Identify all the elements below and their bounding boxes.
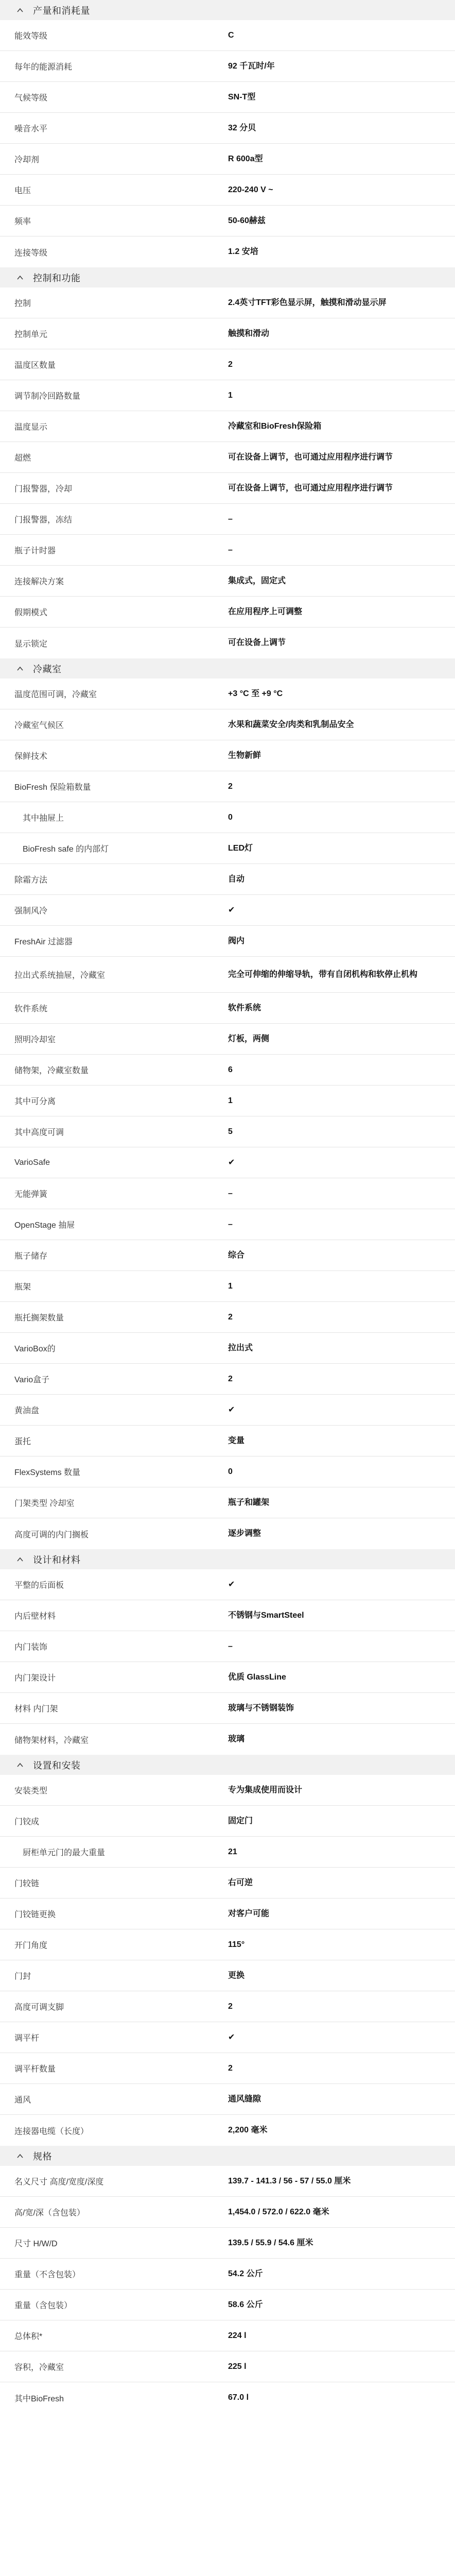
- spec-label: 瓶托搁架数量: [14, 1314, 64, 1323]
- spec-section: [0, 2146, 455, 2413]
- spec-label: 门架类型 冷却室: [14, 1499, 75, 1508]
- spec-value: 可在设备上调节，也可通过应用程序进行调节: [228, 483, 393, 493]
- spec-row: [0, 1271, 455, 1302]
- spec-value: 1,454.0 / 572.0 / 622.0 毫米: [228, 2207, 329, 2216]
- chevron-up-icon[interactable]: [14, 1759, 26, 1771]
- spec-label: 频率: [14, 217, 31, 226]
- spec-label: 强制风冷: [14, 907, 48, 916]
- spec-row: [0, 1991, 455, 2022]
- spec-row: [0, 1178, 455, 1209]
- spec-value: 软件系统: [228, 1003, 261, 1012]
- spec-row: [0, 2084, 455, 2115]
- spec-row: [0, 1209, 455, 1240]
- spec-label: 门报警器，冻结: [14, 516, 73, 524]
- spec-value: 2: [228, 1312, 233, 1321]
- spec-row: [0, 380, 455, 411]
- spec-value: 触摸和滑动: [228, 329, 270, 338]
- spec-value: –: [228, 1641, 233, 1651]
- spec-value: 专为集成使用而设计: [228, 1785, 303, 1794]
- spec-label: 重量（不含包装）: [14, 2270, 81, 2279]
- spec-row: [0, 628, 455, 658]
- spec-value: 生物新鲜: [228, 751, 261, 760]
- spec-label: 开门角度: [14, 1941, 48, 1950]
- spec-label: BioFresh 保险箱数量: [14, 783, 91, 792]
- spec-row: [0, 1775, 455, 1806]
- spec-row: [0, 535, 455, 566]
- spec-value: 220-240 V ~: [228, 185, 273, 194]
- spec-value: 1.2 安培: [228, 247, 258, 256]
- spec-row: [0, 2115, 455, 2146]
- section-header[interactable]: [0, 267, 455, 287]
- spec-value: –: [228, 514, 233, 523]
- spec-row: [0, 1395, 455, 1426]
- spec-value: 玻璃: [228, 1735, 245, 1743]
- section-header[interactable]: [0, 658, 455, 679]
- spec-label: 瓶子储存: [14, 1252, 48, 1261]
- spec-row: [0, 144, 455, 175]
- spec-row: [0, 2053, 455, 2084]
- spec-value: 灯板，两侧: [228, 1034, 270, 1043]
- spec-label: 储物架材料，冷藏室: [14, 1736, 89, 1745]
- chevron-up-icon[interactable]: [14, 272, 26, 283]
- section-title: 冷藏室: [33, 664, 62, 674]
- section-header[interactable]: [0, 1755, 455, 1775]
- spec-row: [0, 1724, 455, 1755]
- spec-value: 225 l: [228, 2362, 247, 2371]
- spec-label: 温度范围可调，冷藏室: [14, 690, 97, 699]
- spec-section: [0, 0, 455, 267]
- spec-label: 黄油盘: [14, 1406, 40, 1415]
- spec-row: [0, 1693, 455, 1724]
- spec-label: 假期模式: [14, 608, 48, 617]
- spec-row: [0, 771, 455, 802]
- spec-row: [0, 1055, 455, 1086]
- spec-label: FreshAir 过滤器: [14, 938, 73, 946]
- spec-label: 材料 内门架: [14, 1705, 58, 1714]
- spec-label: 高/宽/深（含包装）: [14, 2209, 85, 2217]
- spec-label: 其中BioFresh: [14, 2394, 64, 2403]
- spec-row: [0, 473, 455, 504]
- spec-row: [0, 1024, 455, 1055]
- spec-row: [0, 442, 455, 473]
- spec-row: [0, 1899, 455, 1929]
- spec-value: 优质 GlassLine: [228, 1672, 286, 1682]
- spec-value: C: [228, 30, 234, 40]
- spec-label: 电压: [14, 187, 31, 195]
- spec-value: R 600a型: [228, 154, 263, 163]
- spec-value: 1: [228, 391, 233, 400]
- spec-row: [0, 2259, 455, 2290]
- spec-list: [0, 2166, 455, 2413]
- spec-row: [0, 1086, 455, 1116]
- spec-label: 平整的后面板: [14, 1581, 64, 1590]
- spec-label: 控制: [14, 299, 31, 308]
- spec-row: [0, 206, 455, 236]
- spec-value: 224 l: [228, 2331, 247, 2340]
- spec-value: ✔: [228, 2032, 235, 2042]
- spec-value: 0: [228, 812, 233, 822]
- spec-value: 在应用程序上可调整: [228, 607, 303, 616]
- spec-label: 无能弹簧: [14, 1190, 48, 1199]
- spec-row: [0, 2351, 455, 2382]
- spec-row: [0, 51, 455, 82]
- spec-row: [0, 1426, 455, 1456]
- spec-row: [0, 2228, 455, 2259]
- spec-label: 噪音水平: [14, 125, 48, 133]
- spec-row: [0, 1662, 455, 1693]
- spec-value: 0: [228, 1467, 233, 1476]
- spec-row: [0, 1147, 455, 1178]
- spec-label: 每年的能源消耗: [14, 63, 73, 72]
- spec-row: [0, 1600, 455, 1631]
- spec-value: 2: [228, 2002, 233, 2011]
- spec-label: 高度可调的内门搁板: [14, 1530, 89, 1539]
- spec-value: 139.7 - 141.3 / 56 - 57 / 55.0 厘米: [228, 2176, 351, 2185]
- spec-row: [0, 411, 455, 442]
- spec-row: [0, 1116, 455, 1147]
- spec-label: 除霜方法: [14, 876, 48, 885]
- spec-label: 安装类型: [14, 1787, 48, 1795]
- spec-value: –: [228, 1189, 233, 1198]
- spec-row: [0, 20, 455, 51]
- spec-value: 水果和蔬菜安全/肉类和乳制品安全: [228, 720, 354, 729]
- spec-value: 变量: [228, 1436, 245, 1445]
- spec-row: [0, 1333, 455, 1364]
- spec-value: 可在设备上调节，也可通过应用程序进行调节: [228, 452, 393, 462]
- spec-value: 固定门: [228, 1816, 253, 1825]
- spec-label: 能效等级: [14, 32, 48, 41]
- spec-list: [0, 679, 455, 1549]
- spec-row: [0, 1868, 455, 1899]
- spec-value: 32 分贝: [228, 123, 256, 132]
- section-title: 控制和功能: [33, 273, 81, 283]
- chevron-up-icon[interactable]: [14, 663, 26, 674]
- spec-row: [0, 287, 455, 318]
- spec-label: FlexSystems 数量: [14, 1468, 81, 1477]
- section-title: 设置和安装: [33, 1760, 81, 1771]
- spec-row: [0, 1569, 455, 1600]
- spec-value: 2: [228, 782, 233, 791]
- spec-label: 瓶架: [14, 1283, 31, 1292]
- section-title: 规格: [33, 2151, 52, 2162]
- spec-value: 阀内: [228, 936, 245, 945]
- spec-row: [0, 740, 455, 771]
- spec-value: 冷藏室和BioFresh保险箱: [228, 421, 322, 431]
- spec-value: +3 °C 至 +9 °C: [228, 689, 283, 698]
- spec-label: 通风: [14, 2096, 31, 2105]
- spec-label: 温度显示: [14, 423, 48, 432]
- spec-label: 拉出式系统抽屉，冷藏室: [14, 971, 106, 980]
- spec-label: 气候等级: [14, 94, 48, 103]
- spec-row: [0, 82, 455, 113]
- spec-value: 瓶子和罐架: [228, 1498, 270, 1507]
- spec-value: ✔: [228, 1580, 235, 1589]
- spec-row: [0, 1518, 455, 1549]
- spec-row: [0, 2320, 455, 2351]
- spec-value: 更换: [228, 1971, 245, 1980]
- spec-value: 139.5 / 55.9 / 54.6 厘米: [228, 2238, 313, 2247]
- spec-label: 冷却剂: [14, 156, 40, 164]
- spec-row: [0, 2290, 455, 2320]
- spec-section: [0, 1549, 455, 1755]
- spec-label: 门较链: [14, 1879, 40, 1888]
- spec-row: [0, 504, 455, 535]
- spec-row: [0, 566, 455, 597]
- spec-value: ✔: [228, 1158, 235, 1167]
- spec-value: 右可逆: [228, 1878, 253, 1887]
- spec-label: 连接等级: [14, 248, 48, 258]
- spec-row: [0, 1806, 455, 1837]
- spec-value: 可在设备上调节: [228, 638, 286, 647]
- spec-label: 冷藏室气候区: [14, 721, 64, 730]
- spec-label: 尺寸 H/W/D: [14, 2240, 58, 2248]
- spec-label: VarioBox的: [14, 1345, 56, 1353]
- spec-row: [0, 1929, 455, 1960]
- section-header[interactable]: [0, 1549, 455, 1569]
- chevron-up-icon[interactable]: [14, 1554, 26, 1565]
- spec-value: 1: [228, 1281, 233, 1291]
- spec-list: [0, 1775, 455, 2146]
- spec-row: [0, 864, 455, 895]
- spec-row: [0, 709, 455, 740]
- spec-section: [0, 267, 455, 658]
- spec-label: 内后壁材料: [14, 1612, 56, 1621]
- spec-value: 58.6 公斤: [228, 2300, 263, 2309]
- spec-label: 调平杆: [14, 2034, 40, 2043]
- section-header[interactable]: [0, 2146, 455, 2166]
- section-title: 设计和材料: [33, 1554, 81, 1565]
- spec-value: 5: [228, 1127, 233, 1136]
- spec-row: [0, 957, 455, 993]
- spec-label: 门铰链更换: [14, 1910, 56, 1919]
- spec-value: 玻璃与不锈钢装饰: [228, 1703, 294, 1713]
- spec-value: 综合: [228, 1250, 245, 1260]
- spec-value: 21: [228, 1847, 237, 1856]
- spec-label: 门报警器，冷却: [14, 485, 73, 494]
- spec-label: 总体积*: [14, 2332, 43, 2341]
- spec-row: [0, 175, 455, 206]
- spec-label: 连接器电缆（长度）: [14, 2127, 89, 2136]
- spec-label: OpenStage 抽屉: [14, 1221, 75, 1230]
- spec-value: 2.4英寸TFT彩色显示屏，触摸和滑动显示屏: [228, 298, 387, 307]
- spec-row: [0, 1631, 455, 1662]
- spec-label: 其中可分离: [14, 1097, 56, 1106]
- spec-label: 软件系统: [14, 1005, 48, 1013]
- spec-row: [0, 236, 455, 267]
- spec-label: 厨柜单元门的最大重量: [23, 1849, 106, 1857]
- spec-label: 瓶子计时器: [14, 547, 56, 555]
- spec-row: [0, 833, 455, 864]
- spec-label: 门铰成: [14, 1818, 40, 1826]
- spec-label: 其中高度可调: [14, 1128, 64, 1137]
- spec-row: [0, 2166, 455, 2197]
- spec-label: 连接解决方案: [14, 578, 64, 586]
- spec-label: 容积，冷藏室: [14, 2363, 64, 2372]
- spec-list: [0, 1569, 455, 1755]
- spec-value: 对客户可能: [228, 1909, 270, 1918]
- spec-row: [0, 1960, 455, 1991]
- spec-value: ✔: [228, 905, 235, 914]
- spec-row: [0, 318, 455, 349]
- spec-label: 蛋托: [14, 1437, 31, 1446]
- section-title: 产量和消耗量: [33, 5, 90, 16]
- chevron-up-icon[interactable]: [14, 5, 26, 16]
- spec-value: 54.2 公斤: [228, 2269, 263, 2278]
- spec-label: VarioSafe: [14, 1158, 50, 1167]
- spec-row: [0, 1302, 455, 1333]
- spec-row: [0, 1456, 455, 1487]
- spec-value: 不锈钢与SmartSteel: [228, 1611, 304, 1620]
- spec-list: [0, 20, 455, 267]
- spec-label: 门封: [14, 1972, 31, 1981]
- spec-value: 6: [228, 1065, 233, 1074]
- spec-value: 1: [228, 1096, 233, 1105]
- spec-label: 显示锁定: [14, 639, 48, 649]
- spec-label: 调节制冷回路数量: [14, 392, 81, 401]
- spec-row: [0, 1837, 455, 1868]
- spec-section: [0, 1755, 455, 2146]
- spec-label: 储物架，冷藏室数量: [14, 1066, 89, 1075]
- spec-value: 2: [228, 1374, 233, 1383]
- spec-row: [0, 2382, 455, 2413]
- spec-value: 集成式，固定式: [228, 576, 286, 585]
- spec-value: –: [228, 1219, 233, 1229]
- spec-value: 拉出式: [228, 1343, 253, 1352]
- spec-row: [0, 802, 455, 833]
- spec-value: LED灯: [228, 843, 253, 853]
- spec-value: 完全可伸缩的伸缩导轨，带有自闭机构和软停止机构: [228, 970, 418, 979]
- spec-list: [0, 287, 455, 658]
- spec-row: [0, 349, 455, 380]
- spec-row: [0, 895, 455, 926]
- spec-row: [0, 926, 455, 957]
- spec-label: BioFresh safe 的内部灯: [23, 845, 109, 854]
- spec-value: ✔: [228, 1405, 235, 1414]
- spec-value: 2: [228, 2063, 233, 2073]
- spec-label: 保鲜技术: [14, 752, 48, 761]
- chevron-up-icon[interactable]: [14, 2150, 26, 2162]
- spec-row: [0, 1240, 455, 1271]
- spec-value: 50-60赫兹: [228, 216, 266, 225]
- spec-section: [0, 658, 455, 1549]
- spec-label: 内门装饰: [14, 1643, 48, 1652]
- spec-label: 其中抽屉上: [23, 814, 64, 823]
- section-header[interactable]: [0, 0, 455, 20]
- spec-value: SN-T型: [228, 92, 256, 101]
- spec-value: 通风缝隙: [228, 2094, 261, 2104]
- spec-label: 调平杆数量: [14, 2065, 56, 2074]
- spec-value: 92 千瓦时/年: [228, 61, 275, 71]
- spec-value: 2: [228, 360, 233, 369]
- spec-value: 67.0 l: [228, 2393, 249, 2402]
- spec-row: [0, 1364, 455, 1395]
- spec-row: [0, 679, 455, 709]
- spec-value: 2,200 毫米: [228, 2126, 268, 2134]
- spec-label: 名义尺寸 高度/宽度/深度: [14, 2178, 104, 2187]
- spec-label: 超燃: [14, 454, 31, 463]
- spec-label: 温度区数量: [14, 361, 56, 370]
- spec-row: [0, 597, 455, 628]
- spec-label: 重量（含包装）: [14, 2301, 73, 2310]
- spec-value: 115°: [228, 1940, 245, 1949]
- spec-label: Vario盒子: [14, 1376, 50, 1384]
- spec-value: –: [228, 545, 233, 554]
- spec-row: [0, 113, 455, 144]
- spec-label: 高度可调支脚: [14, 2003, 64, 2012]
- spec-value: 自动: [228, 874, 245, 884]
- spec-label: 照明冷却室: [14, 1036, 56, 1044]
- spec-row: [0, 993, 455, 1024]
- spec-label: 控制单元: [14, 330, 48, 339]
- spec-row: [0, 2022, 455, 2053]
- spec-row: [0, 1487, 455, 1518]
- spec-row: [0, 2197, 455, 2228]
- spec-value: 逐步调整: [228, 1529, 261, 1538]
- spec-label: 内门架设计: [14, 1674, 56, 1683]
